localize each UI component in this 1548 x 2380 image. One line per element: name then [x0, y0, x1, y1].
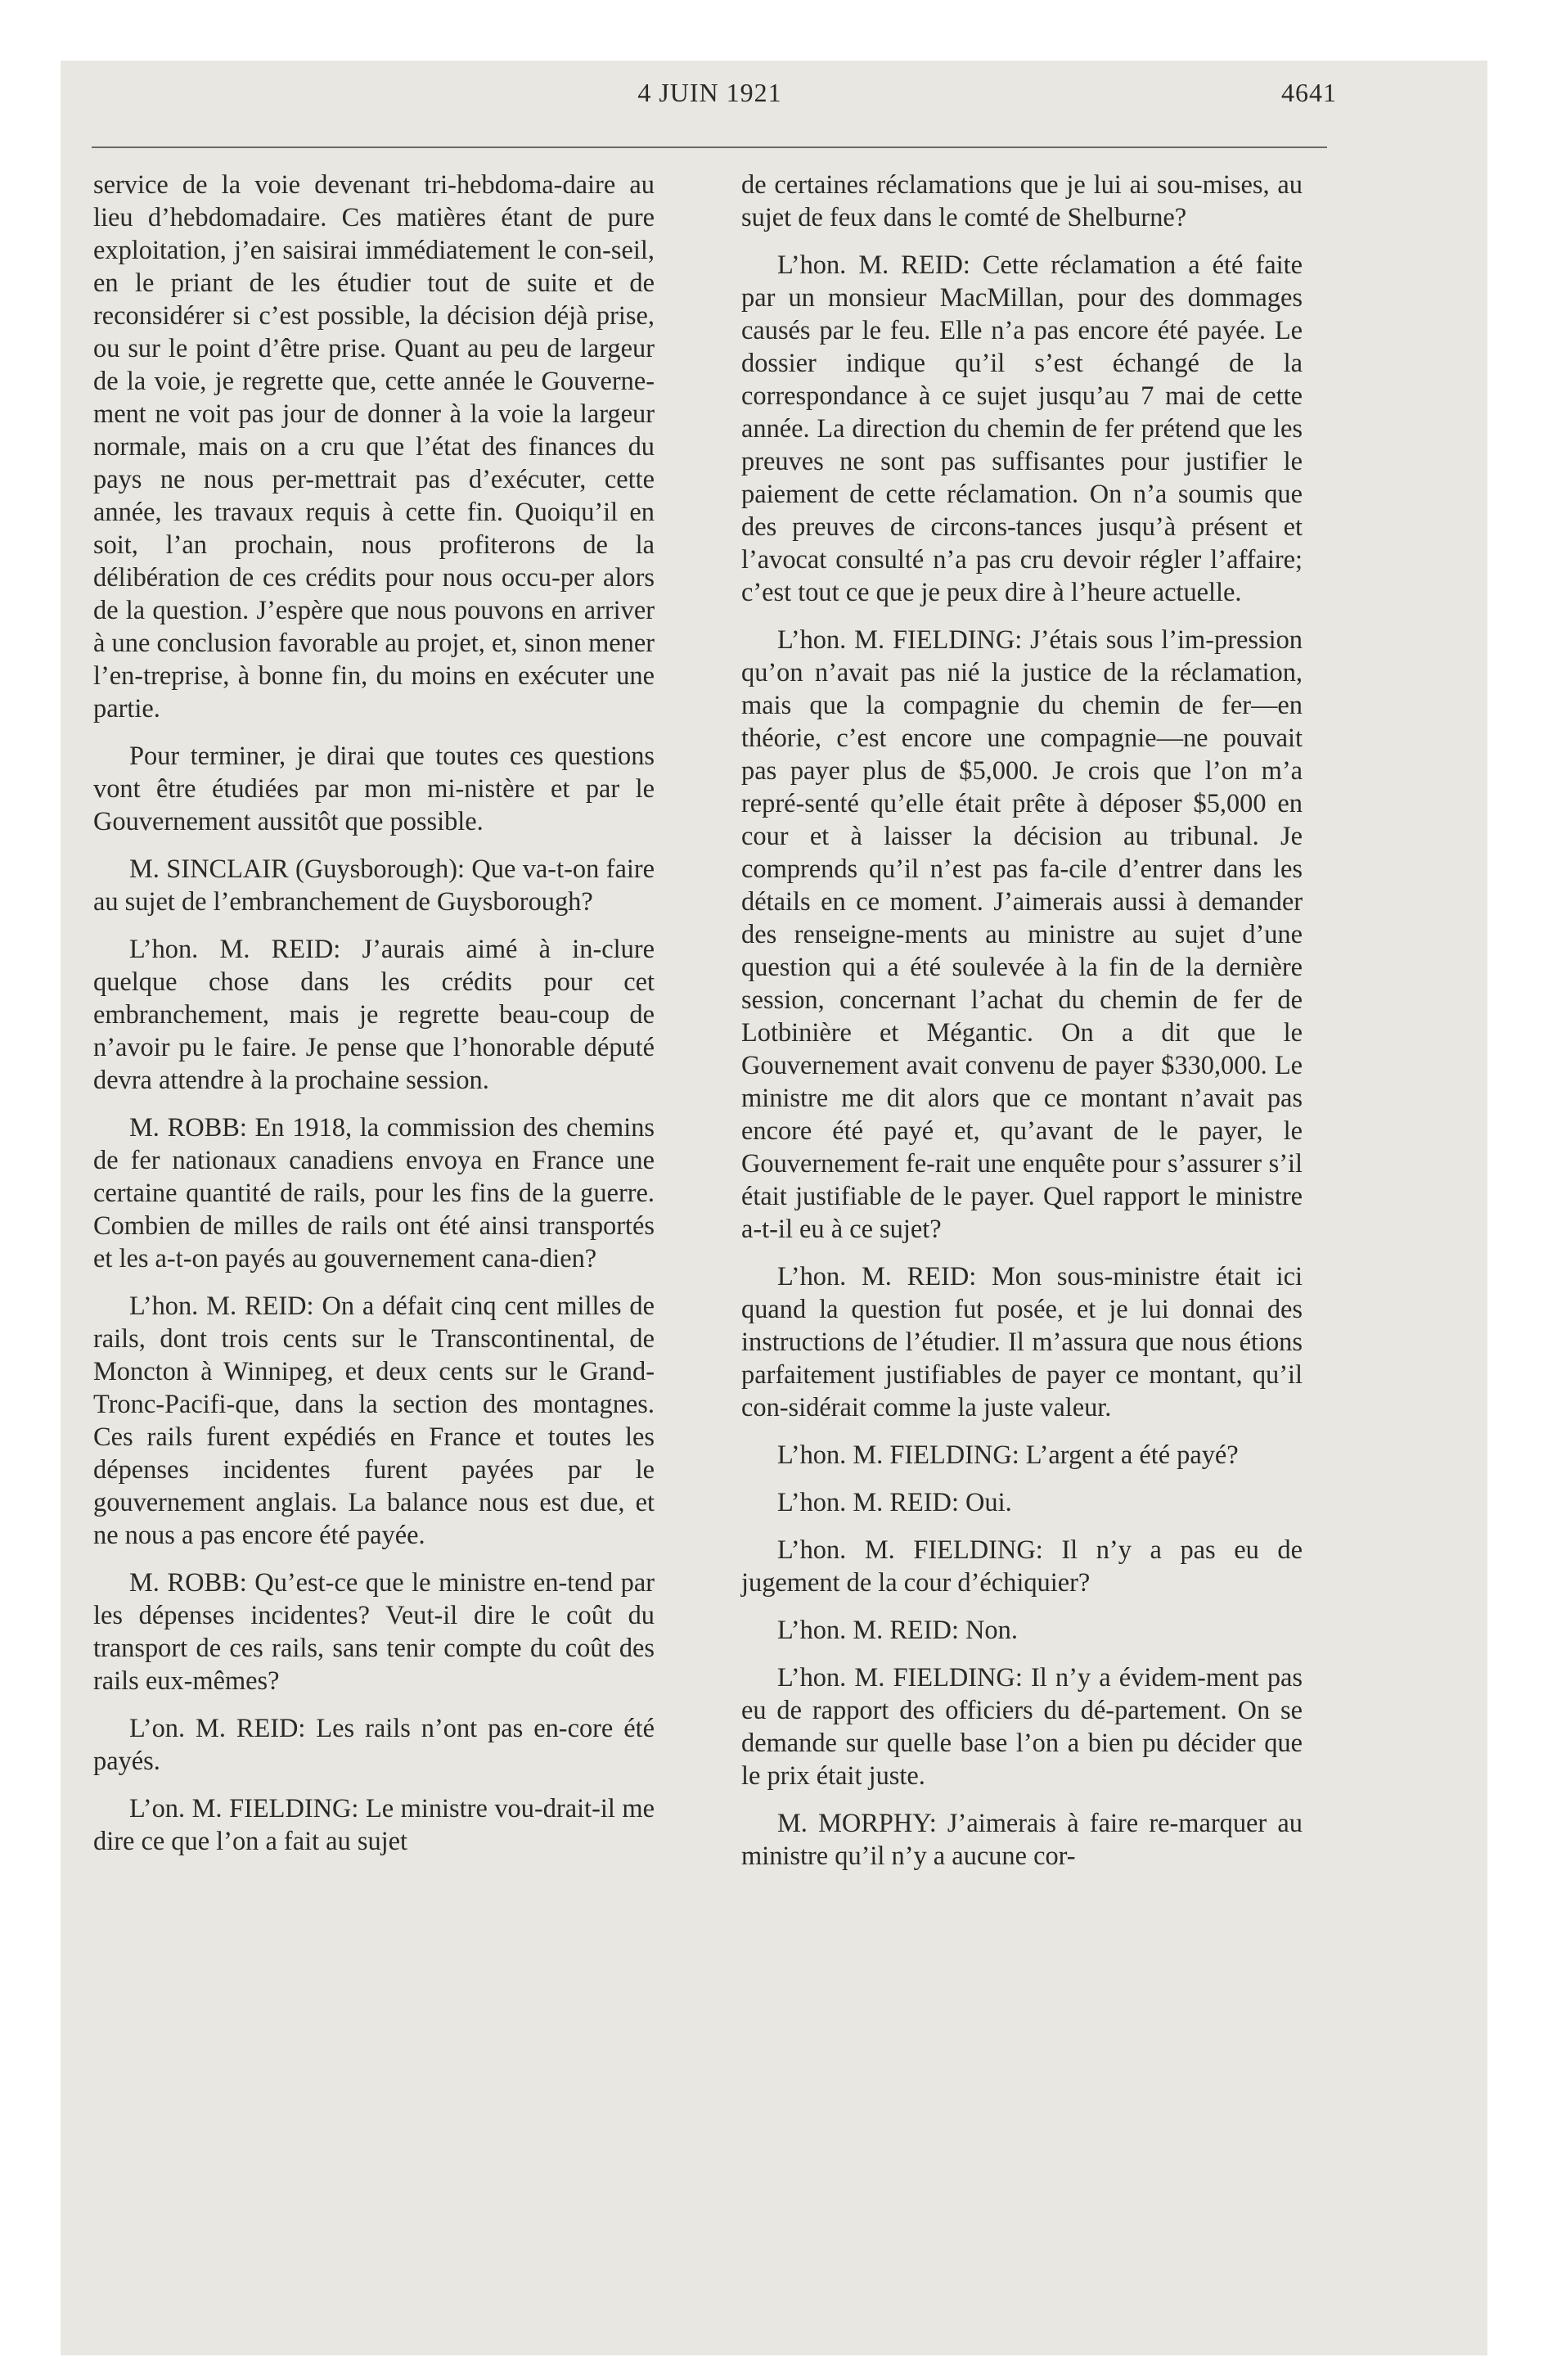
- page-number: 4641: [1281, 78, 1337, 107]
- paragraph: M. MORPHY: J’aimerais à faire re-marquer au ministre qu’il n’y a aucune cor-: [741, 1809, 1303, 1871]
- paragraph: service de la voie devenant tri-hebdoma-daire au lieu d’hebdomadaire. Ces matières étant de pure exploitation, j’en saisirai immédiatement le con-seil, en le priant de les étudier tout de suite et de reconsidérer si c’est possible, la décision déjà prise, ou sur le point d’être prise. Quant au peu de largeur de la voie, je regrette que, cette année le Gouverne-ment ne voit pas jour de donner à la voie la largeur normale, mais on a cru que l’état des finances du pays ne nous per-mettrait pas d’exécuter, cette année, les travaux requis à cette fin. Quoiqu’il en soit, l’an prochain, nous profiterons de la délibération de ces crédits pour nous occu-per alors de la question. J’espère que nous pouvons en arriver à une conclusion favorable au projet, et, sinon mener l’en-treprise, à bonne fin, du moins en exécuter une partie.: [93, 170, 655, 723]
- paragraph: L’hon. M. REID: J’aurais aimé à in-clure quelque chose dans les crédits pour cet embranchement, mais je regrette beau-coup de n’avoir pu le faire. Je pense que l’honorable député devra attendre à la prochaine session.: [93, 935, 655, 1095]
- paragraph: L’hon. M. REID: Non.: [777, 1616, 1018, 1645]
- header-date: 4 JUIN 1921: [637, 78, 782, 107]
- paragraph: L’hon. M. REID: Mon sous-ministre était ici quand la question fut posée, et je lui donnai des instructions de l’étudier. Il m’assura que nous étions parfaitement justifiables de payer ce montant, qu’il con-sidérait comme la juste valeur.: [741, 1262, 1303, 1422]
- paragraph: L’hon. M. FIELDING: Il n’y a évidem-ment pas eu de rapport des officiers du dé-partement. On se demande sur quelle base l’on a bien pu décider que le prix était juste.: [741, 1663, 1303, 1791]
- paragraph: L’hon. M. FIELDING: Il n’y a pas eu de jugement de la cour d’échiquier?: [741, 1535, 1303, 1598]
- paragraph: de certaines réclamations que je lui ai sou-mises, au sujet de feux dans le comté de Shelburne?: [741, 170, 1303, 232]
- paragraph: Pour terminer, je dirai que toutes ces questions vont être étudiées par mon mi-nistère et par le Gouvernement aussitôt que possible.: [93, 741, 655, 836]
- paragraph: L’hon. M. REID: Cette réclamation a été faite par un monsieur MacMillan, pour des dommages causés par le feu. Elle n’a pas encore été payée. Le dossier indique qu’il s’est échangé de la correspondance à ce sujet jusqu’au 7 mai de cette année. La direction du chemin de fer prétend que les preuves ne sont pas suffisantes pour justifier le paiement de cette réclamation. On n’a soumis que des preuves de circons-tances jusqu’à présent et l’avocat consulté n’a pas cru devoir régler l’affaire; c’est tout ce que je peux dire à l’heure actuelle.: [741, 250, 1303, 607]
- paragraph: L’hon. M. REID: On a défait cinq cent milles de rails, dont trois cents sur le Transcontinental, de Moncton à Winnipeg, et deux cents sur le Grand-Tronc-Pacifi-que, dans la section des montagnes. Ces rails furent expédiés en France et toutes les dépenses incidentes furent payées par le gouvernement anglais. La balance nous est due, et ne nous a pas encore été payée.: [93, 1291, 655, 1550]
- paragraph: L’hon. M. FIELDING: J’étais sous l’im-pression qu’on n’avait pas nié la justice de la réclamation, mais que la compagnie du chemin de fer—en théorie, c’est encore une compagnie—ne pouvait pas payer plus de $5,000. Je crois que l’on m’a repré-senté qu’elle était prête à déposer $5,000 en cour et à laisser la décision au tribunal. Je comprends qu’il n’est pas fa-cile d’entrer dans les détails en ce moment. J’aimerais aussi à demander des renseigne-ments au ministre au sujet d’une question qui a été soulevée à la fin de la dernière session, concernant l’achat du chemin de fer de Lotbinière et Mégantic. On a dit que le Gouvernement avait convenu de payer $330,000. Le ministre me dit alors que ce montant n’avait pas encore été payé et, qu’avant de le payer, le Gouvernement fe-rait une enquête pour s’assurer s’il était justifiable de le payer. Quel rapport le ministre a-t-il eu à ce sujet?: [741, 625, 1303, 1244]
- paragraph: M. ROBB: En 1918, la commission des chemins de fer nationaux canadiens envoya en France une certaine quantité de rails, pour les fins de la guerre. Combien de milles de rails ont été ainsi transportés et les a-t-on payés au gouvernement cana-dien?: [93, 1113, 655, 1273]
- right-column: [741, 169, 1303, 1873]
- page-header: [83, 78, 1337, 127]
- paragraph: M. SINCLAIR (Guysborough): Que va-t-on faire au sujet de l’embranchement de Guysborough?: [93, 854, 655, 917]
- header-rule: [92, 146, 1327, 148]
- paragraph: L’on. M. REID: Les rails n’ont pas en-core été payés.: [93, 1714, 655, 1776]
- paragraph: L’hon. M. FIELDING: L’argent a été payé?: [777, 1440, 1239, 1470]
- paragraph: M. ROBB: Qu’est-ce que le ministre en-tend par les dépenses incidentes? Veut-il dire le coût du transport de ces rails, sans tenir compte du coût des rails eux-mêmes?: [93, 1568, 655, 1696]
- paragraph: L’on. M. FIELDING: Le ministre vou-drait-il me dire ce que l’on a fait au sujet: [93, 1794, 655, 1856]
- left-column: [93, 169, 655, 1858]
- paragraph: L’hon. M. REID: Oui.: [777, 1488, 1012, 1517]
